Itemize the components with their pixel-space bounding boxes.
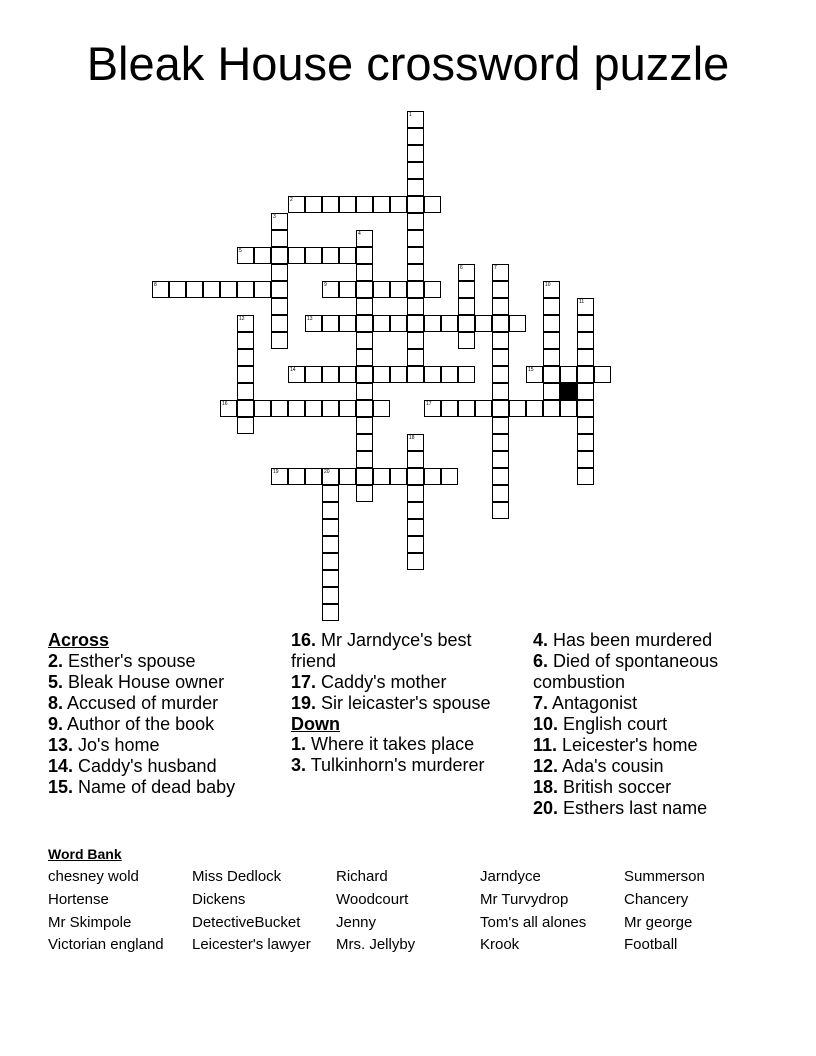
grid-cell[interactable] <box>577 468 594 485</box>
grid-cell[interactable] <box>492 349 509 366</box>
wordbank-word: Hortense <box>48 890 109 908</box>
grid-cell[interactable] <box>577 434 594 451</box>
grid-cell[interactable] <box>237 315 254 332</box>
grid-cell[interactable] <box>390 315 407 332</box>
grid-cell[interactable] <box>288 400 305 417</box>
grid-cell[interactable] <box>237 247 254 264</box>
grid-cell[interactable] <box>492 366 509 383</box>
clue-down: 7. Antagonist <box>533 692 638 713</box>
clue-column-1 <box>48 630 280 798</box>
clue-down: 18. British soccer <box>533 776 672 797</box>
grid-cell[interactable] <box>237 383 254 400</box>
grid-cell[interactable] <box>441 468 458 485</box>
grid-cell[interactable] <box>237 400 254 417</box>
grid-cell[interactable] <box>152 281 169 298</box>
grid-cell[interactable] <box>356 468 373 485</box>
grid-cell[interactable] <box>492 315 509 332</box>
grid-cell[interactable] <box>356 247 373 264</box>
clue-number: 20 <box>324 469 330 475</box>
grid-cell[interactable] <box>543 332 560 349</box>
grid-cell[interactable] <box>322 247 339 264</box>
grid-cell[interactable] <box>356 400 373 417</box>
clue-across: 15. Name of dead baby <box>48 776 236 797</box>
grid-cell[interactable] <box>356 230 373 247</box>
grid-cell[interactable] <box>373 196 390 213</box>
clue-down: 11. Leicester's home <box>533 734 698 755</box>
grid-cell[interactable] <box>407 349 424 366</box>
clue-down: 1. Where it takes place <box>291 734 475 754</box>
grid-cell[interactable] <box>305 315 322 332</box>
grid-cell[interactable] <box>458 281 475 298</box>
clue-number: 5 <box>239 248 242 254</box>
clue-number: 4 <box>358 231 361 237</box>
grid-cell[interactable] <box>356 281 373 298</box>
clue-number: 19 <box>273 469 279 475</box>
grid-cell[interactable] <box>322 468 339 485</box>
grid-cell[interactable] <box>322 366 339 383</box>
grid-cell[interactable] <box>407 230 424 247</box>
grid-cell[interactable] <box>288 468 305 485</box>
grid-cell[interactable] <box>407 468 424 485</box>
grid-cell[interactable] <box>288 196 305 213</box>
grid-cell[interactable] <box>577 400 594 417</box>
clue-across: 19. Sir leicaster's spouse <box>291 692 491 713</box>
grid-cell[interactable] <box>339 281 356 298</box>
grid-cell[interactable] <box>424 196 441 213</box>
wordbank-word: Football <box>624 936 678 954</box>
grid-cell[interactable] <box>356 485 373 502</box>
grid-cell[interactable] <box>254 247 271 264</box>
grid-cell[interactable] <box>543 383 560 400</box>
clue-number: 9 <box>324 282 327 288</box>
grid-cell[interactable] <box>322 315 339 332</box>
grid-cell[interactable] <box>339 196 356 213</box>
grid-cell[interactable] <box>322 553 339 570</box>
wordbank-word: Woodcourt <box>336 890 409 908</box>
grid-cell[interactable] <box>203 281 220 298</box>
grid-cell[interactable] <box>373 366 390 383</box>
grid-cell[interactable] <box>441 315 458 332</box>
grid-cell[interactable] <box>407 213 424 230</box>
grid-cell[interactable] <box>407 553 424 570</box>
grid-cell[interactable] <box>271 468 288 485</box>
grid-cell[interactable] <box>577 298 594 315</box>
grid-cell[interactable] <box>458 315 475 332</box>
grid-cell-black <box>560 383 577 400</box>
grid-cell[interactable] <box>543 349 560 366</box>
wordbank-word: Dickens <box>192 890 246 908</box>
grid-cell[interactable] <box>475 315 492 332</box>
wordbank-word: Chancery <box>624 890 689 908</box>
grid-cell[interactable] <box>560 400 577 417</box>
wordbank-heading: Word Bank <box>48 846 122 862</box>
grid-cell[interactable] <box>322 519 339 536</box>
clue-across: 5. Bleak House owner <box>48 671 225 692</box>
clue-down: 6. Died of spontaneous combustion <box>533 651 719 692</box>
grid-cell[interactable] <box>288 366 305 383</box>
grid-cell[interactable] <box>543 400 560 417</box>
wordbank-word: DetectiveBucket <box>192 913 301 931</box>
wordbank-word: Mr Turvydrop <box>480 890 569 908</box>
grid-cell[interactable] <box>186 281 203 298</box>
grid-cell[interactable] <box>237 417 254 434</box>
grid-cell[interactable] <box>356 349 373 366</box>
grid-cell[interactable] <box>322 587 339 604</box>
grid-cell[interactable] <box>271 332 288 349</box>
grid-cell[interactable] <box>356 264 373 281</box>
grid-cell[interactable] <box>458 264 475 281</box>
wordbank-word: Jarndyce <box>480 868 541 885</box>
wordbank-word: Krook <box>480 936 520 954</box>
grid-cell[interactable] <box>458 332 475 349</box>
grid-cell[interactable] <box>322 196 339 213</box>
grid-cell[interactable] <box>254 281 271 298</box>
grid-cell[interactable] <box>526 366 543 383</box>
grid-cell[interactable] <box>288 247 305 264</box>
grid-cell[interactable] <box>492 502 509 519</box>
grid-cell[interactable] <box>339 247 356 264</box>
grid-cell[interactable] <box>458 366 475 383</box>
grid-cell[interactable] <box>424 281 441 298</box>
grid-cell[interactable] <box>441 366 458 383</box>
grid-cell[interactable] <box>492 264 509 281</box>
grid-cell[interactable] <box>407 145 424 162</box>
grid-cell[interactable] <box>424 400 441 417</box>
clue-number: 10 <box>545 282 551 288</box>
grid-cell[interactable] <box>407 111 424 128</box>
grid-cell[interactable] <box>441 400 458 417</box>
grid-cell[interactable] <box>407 298 424 315</box>
wordbank-word: Tom's all alones <box>480 913 587 931</box>
grid-cell[interactable] <box>577 315 594 332</box>
across-heading: Across <box>48 630 110 650</box>
grid-cell[interactable] <box>169 281 186 298</box>
grid-cell[interactable] <box>424 315 441 332</box>
grid-cell[interactable] <box>356 451 373 468</box>
grid-cell[interactable] <box>271 213 288 230</box>
clue-number: 15 <box>528 367 534 373</box>
grid-cell[interactable] <box>339 315 356 332</box>
grid-cell[interactable] <box>305 468 322 485</box>
clue-number: 16 <box>222 401 228 407</box>
grid-cell[interactable] <box>492 468 509 485</box>
grid-cell[interactable] <box>407 451 424 468</box>
grid-cell[interactable] <box>390 196 407 213</box>
grid-cell[interactable] <box>271 298 288 315</box>
grid-cell[interactable] <box>407 332 424 349</box>
wordbank-word: Mr Skimpole <box>48 913 132 931</box>
grid-cell[interactable] <box>390 281 407 298</box>
grid-cell[interactable] <box>577 451 594 468</box>
grid-cell[interactable] <box>237 332 254 349</box>
grid-cell[interactable] <box>305 196 322 213</box>
grid-cell[interactable] <box>526 400 543 417</box>
grid-cell[interactable] <box>407 434 424 451</box>
clue-down: 20. Esthers last name <box>533 797 708 818</box>
grid-cell[interactable] <box>390 468 407 485</box>
grid-cell[interactable] <box>390 366 407 383</box>
page-title: Bleak House crossword puzzle <box>86 37 730 90</box>
grid-cell[interactable] <box>356 417 373 434</box>
grid-cell[interactable] <box>237 281 254 298</box>
grid-cell[interactable] <box>322 536 339 553</box>
grid-cell[interactable] <box>475 400 492 417</box>
grid-cell[interactable] <box>492 383 509 400</box>
grid-cell[interactable] <box>577 366 594 383</box>
clue-number: 18 <box>409 435 415 441</box>
clue-number: 7 <box>494 265 497 271</box>
grid-cell[interactable] <box>356 383 373 400</box>
wordbank-word: Jenny <box>336 913 377 931</box>
grid-cell[interactable] <box>356 315 373 332</box>
grid-cell[interactable] <box>271 315 288 332</box>
grid-cell[interactable] <box>305 247 322 264</box>
grid-cell[interactable] <box>543 281 560 298</box>
grid-cell[interactable] <box>424 366 441 383</box>
grid-cell[interactable] <box>373 400 390 417</box>
grid-cell[interactable] <box>424 468 441 485</box>
grid-cell[interactable] <box>356 434 373 451</box>
clue-across: 14. Caddy's husband <box>48 755 217 776</box>
grid-cell[interactable] <box>407 128 424 145</box>
grid-cell[interactable] <box>322 502 339 519</box>
grid-cell[interactable] <box>322 604 339 621</box>
grid-cell[interactable] <box>492 485 509 502</box>
clue-down: 10. English court <box>533 713 668 734</box>
clue-number: 17 <box>426 401 432 407</box>
grid-cell[interactable] <box>373 281 390 298</box>
grid-cell[interactable] <box>458 400 475 417</box>
grid-cell[interactable] <box>492 298 509 315</box>
clue-column-2 <box>291 630 516 776</box>
grid-cell[interactable] <box>339 400 356 417</box>
grid-cell[interactable] <box>305 366 322 383</box>
wordbank-word: Miss Dedlock <box>192 868 282 885</box>
grid-cell[interactable] <box>543 315 560 332</box>
grid-cell[interactable] <box>271 400 288 417</box>
grid-cell[interactable] <box>492 332 509 349</box>
grid-cell[interactable] <box>543 298 560 315</box>
grid-cell[interactable] <box>492 417 509 434</box>
grid-cell[interactable] <box>577 417 594 434</box>
down-heading: Down <box>291 713 340 734</box>
wordbank-word: Mr george <box>624 913 693 931</box>
grid-cell[interactable] <box>407 264 424 281</box>
grid-cell[interactable] <box>356 366 373 383</box>
grid-cell[interactable] <box>407 502 424 519</box>
clue-across: 8. Accused of murder <box>48 692 219 713</box>
grid-cell[interactable] <box>220 281 237 298</box>
grid-cell[interactable] <box>407 536 424 553</box>
grid-cell[interactable] <box>339 366 356 383</box>
grid-cell[interactable] <box>407 519 424 536</box>
clue-down: 3. Tulkinhorn's murderer <box>291 755 485 775</box>
grid-cell[interactable] <box>322 400 339 417</box>
clue-down: 12. Ada's cousin <box>533 755 664 776</box>
wordbank <box>48 866 768 957</box>
grid-cell[interactable] <box>458 298 475 315</box>
wordbank-word: Richard <box>336 868 388 885</box>
grid-cell[interactable] <box>356 196 373 213</box>
grid-cell[interactable] <box>271 230 288 247</box>
wordbank-word: Leicester's lawyer <box>192 936 311 954</box>
grid-cell[interactable] <box>407 281 424 298</box>
grid-cell[interactable] <box>543 366 560 383</box>
grid-cell[interactable] <box>492 400 509 417</box>
clue-number: 13 <box>307 316 313 322</box>
grid-cell[interactable] <box>492 281 509 298</box>
grid-cell[interactable] <box>577 332 594 349</box>
wordbank-word: Victorian england <box>48 936 164 954</box>
grid-cell[interactable] <box>407 196 424 213</box>
clue-down: 4. Has been murdered <box>533 630 713 650</box>
clue-column-3 <box>533 630 773 819</box>
clue-across: 16. Mr Jarndyce's best friend <box>291 630 472 671</box>
grid-cell[interactable] <box>407 162 424 179</box>
clue-across: 17. Caddy's mother <box>291 671 447 692</box>
wordbank-word: Mrs. Jellyby <box>336 936 416 954</box>
grid-cell[interactable] <box>560 366 577 383</box>
grid-cell[interactable] <box>237 349 254 366</box>
wordbank-word: chesney wold <box>48 868 139 885</box>
clue-number: 12 <box>239 316 245 322</box>
grid-cell[interactable] <box>492 434 509 451</box>
clue-number: 14 <box>290 367 296 373</box>
clue-number: 3 <box>273 214 276 220</box>
grid-cell[interactable] <box>356 332 373 349</box>
grid-cell[interactable] <box>271 281 288 298</box>
grid-cell[interactable] <box>407 485 424 502</box>
grid-cell[interactable] <box>509 315 526 332</box>
clue-number: 2 <box>290 197 293 203</box>
grid-cell[interactable] <box>407 179 424 196</box>
grid-cell[interactable] <box>254 400 271 417</box>
clue-number: 11 <box>579 299 585 305</box>
grid-cell[interactable] <box>220 400 237 417</box>
grid-cell[interactable] <box>407 315 424 332</box>
grid-cell[interactable] <box>509 400 526 417</box>
grid-cell[interactable] <box>322 485 339 502</box>
grid-cell[interactable] <box>271 247 288 264</box>
grid-cell[interactable] <box>373 468 390 485</box>
grid-cell[interactable] <box>373 315 390 332</box>
grid-cell[interactable] <box>407 366 424 383</box>
grid-cell[interactable] <box>322 570 339 587</box>
grid-cell[interactable] <box>305 400 322 417</box>
clue-across: 2. Esther's spouse <box>48 650 196 671</box>
clue-number: 6 <box>460 265 463 271</box>
clue-across: 13. Jo's home <box>48 734 160 755</box>
grid-cell[interactable] <box>356 298 373 315</box>
grid-cell[interactable] <box>322 281 339 298</box>
clue-across: 9. Author of the book <box>48 713 215 734</box>
grid-cell[interactable] <box>577 349 594 366</box>
clue-number: 1 <box>409 112 412 118</box>
grid-cell[interactable] <box>271 264 288 281</box>
grid-cell[interactable] <box>577 383 594 400</box>
wordbank-word: Summerson <box>624 868 705 885</box>
grid-cell[interactable] <box>237 366 254 383</box>
grid-cell[interactable] <box>594 366 611 383</box>
grid-cell[interactable] <box>407 247 424 264</box>
clue-number: 8 <box>154 282 157 288</box>
grid-cell[interactable] <box>339 468 356 485</box>
grid-cell[interactable] <box>492 451 509 468</box>
